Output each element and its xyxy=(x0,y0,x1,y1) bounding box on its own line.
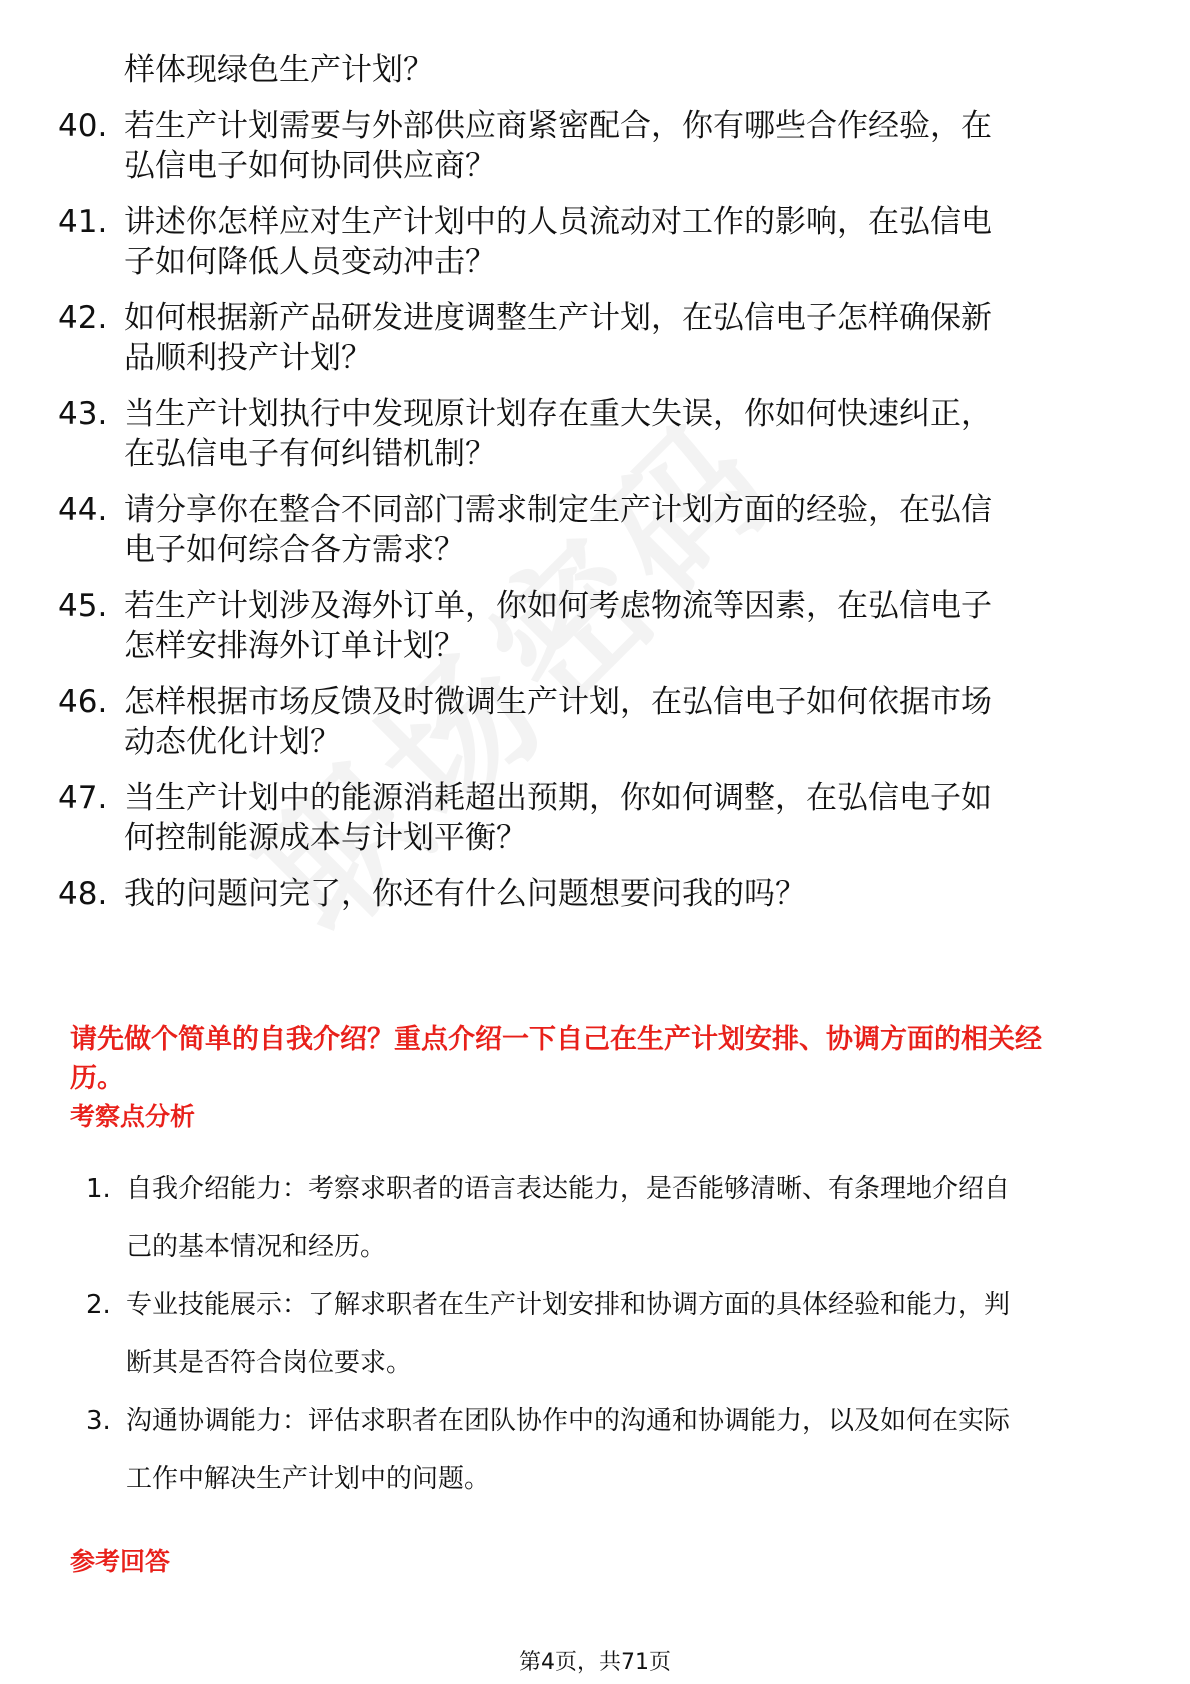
highlight-question-line: 请先做个简单的自我介绍？重点介绍一下自己在生产计划安排、协调方面的相关经 xyxy=(70,1024,1042,1055)
question-line: 若生产计划需要与外部供应商紧密配合，你有哪些合作经验，在 xyxy=(124,108,992,144)
question-number: 40. xyxy=(58,108,108,144)
question-line: 动态优化计划？ xyxy=(124,724,341,760)
question-number: 43. xyxy=(58,396,108,432)
question-line: 当生产计划中的能源消耗超出预期，你如何调整，在弘信电子如 xyxy=(124,780,992,816)
analysis-line: 沟通协调能力：评估求职者在团队协作中的沟通和协调能力，以及如何在实际 xyxy=(126,1406,1011,1436)
question-line: 怎样根据市场反馈及时微调生产计划，在弘信电子如何依据市场 xyxy=(124,684,992,720)
question-line: 请分享你在整合不同部门需求制定生产计划方面的经验，在弘信 xyxy=(124,492,992,528)
analysis-number: 1. xyxy=(86,1174,111,1204)
question-line: 在弘信电子有何纠错机制？ xyxy=(124,436,496,472)
question-number: 45. xyxy=(58,588,108,624)
question-line: 品顺利投产计划？ xyxy=(124,340,372,376)
question-line: 电子如何综合各方需求？ xyxy=(124,532,465,568)
analysis-line: 断其是否符合岗位要求。 xyxy=(126,1348,413,1378)
question-line: 如何根据新产品研发进度调整生产计划，在弘信电子怎样确保新 xyxy=(124,300,992,336)
highlight-question-line: 历。 xyxy=(70,1063,124,1094)
question-line: 何控制能源成本与计划平衡？ xyxy=(124,820,527,856)
question-number: 41. xyxy=(58,204,108,240)
analysis-title: 考察点分析 xyxy=(70,1102,196,1131)
question-line: 若生产计划涉及海外订单，你如何考虑物流等因素，在弘信电子 xyxy=(124,588,992,624)
question-line: 怎样安排海外订单计划？ xyxy=(124,628,465,664)
question-number: 48. xyxy=(58,876,108,912)
highlight-question xyxy=(70,1020,1130,1098)
question-fragment-text: 样体现绿色生产计划？ xyxy=(124,52,434,88)
analysis-number: 2. xyxy=(86,1290,111,1320)
reference-answer-title: 参考回答 xyxy=(70,1547,171,1576)
question-number: 47. xyxy=(58,780,108,816)
analysis-line: 工作中解决生产计划中的问题。 xyxy=(126,1464,491,1494)
analysis-line: 己的基本情况和经历。 xyxy=(126,1232,387,1262)
question-line: 当生产计划执行中发现原计划存在重大失误，你如何快速纠正， xyxy=(124,396,992,432)
analysis-line: 自我介绍能力：考察求职者的语言表达能力，是否能够清晰、有条理地介绍自 xyxy=(126,1174,1011,1204)
page-footer: 第4页，共71页 xyxy=(519,1650,671,1675)
question-number: 46. xyxy=(58,684,108,720)
analysis-number: 3. xyxy=(86,1406,111,1436)
question-line: 弘信电子如何协同供应商？ xyxy=(124,148,496,184)
question-number: 44. xyxy=(58,492,108,528)
question-line: 我的问题问完了，你还有什么问题想要问我的吗？ xyxy=(124,876,806,912)
question-number: 42. xyxy=(58,300,108,336)
question-line: 子如何降低人员变动冲击？ xyxy=(124,244,496,280)
analysis-line: 专业技能展示：了解求职者在生产计划安排和协调方面的具体经验和能力，判 xyxy=(126,1290,1011,1320)
question-line: 讲述你怎样应对生产计划中的人员流动对工作的影响，在弘信电 xyxy=(124,204,992,240)
